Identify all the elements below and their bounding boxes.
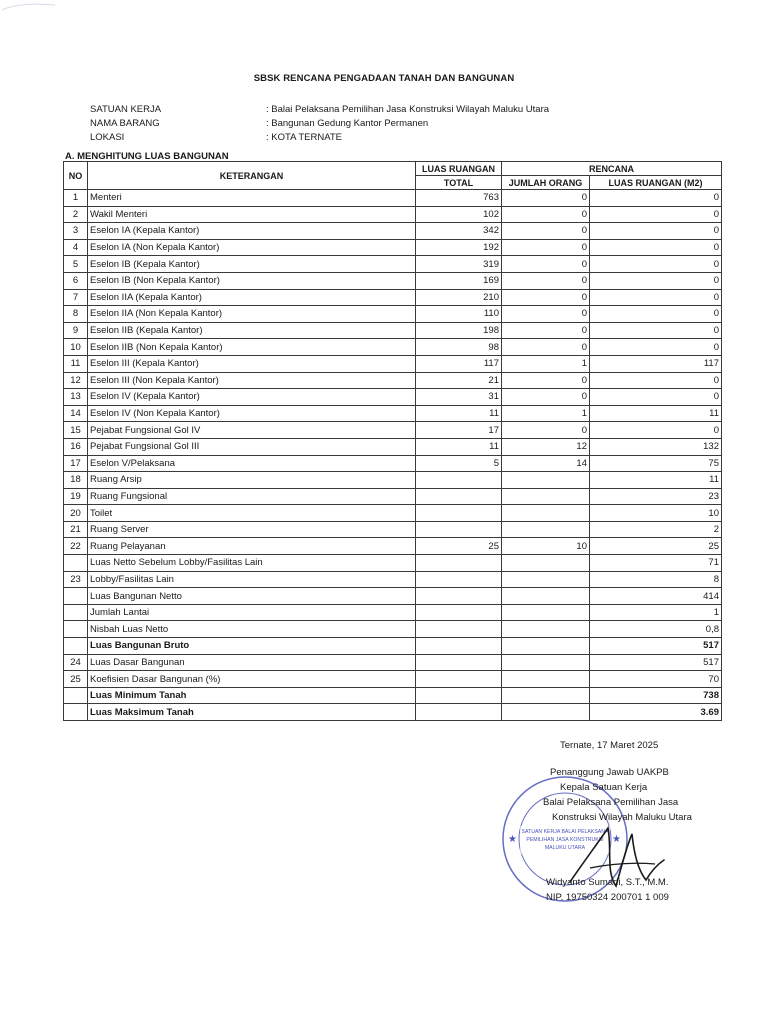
- cell-no: 2: [64, 206, 88, 223]
- cell-luas-m2: 11: [590, 405, 722, 422]
- cell-luas-total: 110: [416, 306, 502, 323]
- stamp-line: SATUAN KERJA BALAI PELAKSANA: [521, 829, 609, 835]
- header-luas-m2: LUAS RUANGAN (M2): [590, 176, 722, 190]
- cell-luas-total: 192: [416, 239, 502, 256]
- cell-keterangan: Eselon IV (Non Kepala Kantor): [88, 405, 416, 422]
- cell-luas-total: 11: [416, 438, 502, 455]
- cell-luas-m2: 0: [590, 206, 722, 223]
- handwritten-signature: [560, 820, 670, 895]
- cell-jumlah-orang: 0: [502, 422, 590, 439]
- table-row: [64, 339, 722, 356]
- cell-no: 23: [64, 571, 88, 588]
- scan-mark: [0, 0, 60, 15]
- signature-role: Balai Pelaksana Pemilihan Jasa: [543, 797, 679, 808]
- cell-keterangan: Luas Maksimum Tanah: [88, 704, 416, 721]
- cell-luas-m2: 25: [590, 538, 722, 555]
- table-row: [64, 472, 722, 489]
- table-row: [64, 588, 722, 605]
- meta-label: NAMA BARANG: [90, 118, 160, 129]
- cell-jumlah-orang: 0: [502, 256, 590, 273]
- table-row: [64, 521, 722, 538]
- cell-luas-total: 11: [416, 405, 502, 422]
- cell-luas-m2: 132: [590, 438, 722, 455]
- cell-no: 20: [64, 505, 88, 522]
- cell-jumlah-orang: 0: [502, 223, 590, 240]
- cell-keterangan: Ruang Server: [88, 521, 416, 538]
- table-row: [64, 405, 722, 422]
- signatory-nip: NIP. 19750324 200701 1 009: [546, 892, 669, 903]
- cell-jumlah-orang: [502, 488, 590, 505]
- header-luas-ruangan: LUAS RUANGAN: [416, 162, 502, 176]
- cell-luas-m2: 8: [590, 571, 722, 588]
- meta-value: : Balai Pelaksana Pemilihan Jasa Konstruksi Wilayah Maluku Utara: [266, 104, 550, 115]
- meta-label: SATUAN KERJA: [90, 104, 162, 115]
- svg-text:★: ★: [612, 834, 621, 845]
- table-row: [64, 190, 722, 207]
- cell-keterangan: Menteri: [88, 190, 416, 207]
- cell-luas-m2: 11: [590, 472, 722, 489]
- cell-keterangan: Eselon IB (Non Kepala Kantor): [88, 272, 416, 289]
- cell-luas-total: [416, 671, 502, 688]
- cell-luas-m2: 75: [590, 455, 722, 472]
- cell-no: 13: [64, 389, 88, 406]
- cell-luas-total: [416, 571, 502, 588]
- table-row: [64, 306, 722, 323]
- cell-keterangan: Eselon III (Non Kepala Kantor): [88, 372, 416, 389]
- table-row: [64, 289, 722, 306]
- cell-luas-m2: 0: [590, 372, 722, 389]
- table-row: [64, 638, 722, 655]
- cell-keterangan: Koefisien Dasar Bangunan (%): [88, 671, 416, 688]
- cell-no: 22: [64, 538, 88, 555]
- cell-keterangan: Eselon IIB (Non Kepala Kantor): [88, 339, 416, 356]
- cell-no: [64, 704, 88, 721]
- cell-luas-total: 102: [416, 206, 502, 223]
- cell-no: 21: [64, 521, 88, 538]
- cell-luas-m2: 117: [590, 355, 722, 372]
- cell-no: 6: [64, 272, 88, 289]
- cell-no: 25: [64, 671, 88, 688]
- cell-no: 15: [64, 422, 88, 439]
- cell-jumlah-orang: [502, 687, 590, 704]
- cell-no: 3: [64, 223, 88, 240]
- cell-luas-m2: 0: [590, 339, 722, 356]
- cell-luas-total: 31: [416, 389, 502, 406]
- cell-keterangan: Pejabat Fungsional Gol III: [88, 438, 416, 455]
- table-row: [64, 671, 722, 688]
- stamp-line: MALUKU UTARA: [544, 845, 586, 851]
- table-body: [64, 190, 722, 721]
- cell-jumlah-orang: 0: [502, 339, 590, 356]
- cell-luas-m2: 0: [590, 272, 722, 289]
- cell-luas-m2: 414: [590, 588, 722, 605]
- cell-keterangan: Nisbah Luas Netto: [88, 621, 416, 638]
- meta-row-lokasi: [90, 131, 549, 145]
- cell-keterangan: Pejabat Fungsional Gol IV: [88, 422, 416, 439]
- cell-keterangan: Ruang Arsip: [88, 472, 416, 489]
- cell-no: 1: [64, 190, 88, 207]
- meta-row-nama-barang: [90, 117, 549, 131]
- cell-no: 5: [64, 256, 88, 273]
- header-no: NO: [64, 162, 88, 190]
- cell-luas-m2: 70: [590, 671, 722, 688]
- cell-luas-total: [416, 472, 502, 489]
- cell-jumlah-orang: [502, 638, 590, 655]
- cell-luas-m2: 71: [590, 555, 722, 572]
- cell-no: 4: [64, 239, 88, 256]
- table-row: [64, 355, 722, 372]
- table-row: [64, 604, 722, 621]
- cell-luas-total: [416, 604, 502, 621]
- signature-date: Ternate, 17 Maret 2025: [560, 740, 659, 751]
- table-row: [64, 654, 722, 671]
- cell-no: [64, 555, 88, 572]
- cell-jumlah-orang: 12: [502, 438, 590, 455]
- table-row: [64, 538, 722, 555]
- header-keterangan: KETERANGAN: [88, 162, 416, 190]
- cell-luas-m2: 517: [590, 654, 722, 671]
- cell-no: [64, 621, 88, 638]
- cell-no: 9: [64, 322, 88, 339]
- cell-luas-total: [416, 555, 502, 572]
- signature-role: Konstruksi Wilayah Maluku Utara: [552, 812, 692, 823]
- meta-block: [90, 103, 549, 145]
- cell-jumlah-orang: [502, 555, 590, 572]
- cell-luas-m2: 0: [590, 239, 722, 256]
- meta-value: : KOTA TERNATE: [266, 132, 343, 143]
- cell-keterangan: Ruang Pelayanan: [88, 538, 416, 555]
- cell-jumlah-orang: [502, 505, 590, 522]
- table-row: [64, 389, 722, 406]
- cell-luas-m2: 0: [590, 422, 722, 439]
- cell-keterangan: Jumlah Lantai: [88, 604, 416, 621]
- section-title: A. MENGHITUNG LUAS BANGUNAN: [65, 151, 229, 162]
- table-row: [64, 322, 722, 339]
- header-jumlah-orang: JUMLAH ORANG: [502, 176, 590, 190]
- cell-jumlah-orang: [502, 704, 590, 721]
- table-row: [64, 256, 722, 273]
- cell-luas-total: 763: [416, 190, 502, 207]
- meta-label: LOKASI: [90, 132, 125, 143]
- table-row: [64, 571, 722, 588]
- cell-luas-total: [416, 704, 502, 721]
- cell-jumlah-orang: [502, 604, 590, 621]
- cell-luas-total: 21: [416, 372, 502, 389]
- cell-luas-total: 169: [416, 272, 502, 289]
- cell-jumlah-orang: 0: [502, 306, 590, 323]
- table-row: [64, 505, 722, 522]
- cell-keterangan: Eselon IB (Kepala Kantor): [88, 256, 416, 273]
- cell-luas-total: 319: [416, 256, 502, 273]
- cell-luas-m2: 1: [590, 604, 722, 621]
- cell-keterangan: Luas Bangunan Bruto: [88, 638, 416, 655]
- document-title: SBSK RENCANA PENGADAAN TANAH DAN BANGUNAN: [253, 73, 515, 84]
- cell-keterangan: Eselon IV (Kepala Kantor): [88, 389, 416, 406]
- cell-luas-total: 25: [416, 538, 502, 555]
- cell-jumlah-orang: 0: [502, 289, 590, 306]
- cell-keterangan: Lobby/Fasilitas Lain: [88, 571, 416, 588]
- cell-luas-total: 210: [416, 289, 502, 306]
- cell-luas-total: [416, 638, 502, 655]
- luas-bangunan-table: [63, 161, 722, 721]
- table-row: [64, 555, 722, 572]
- cell-keterangan: Eselon III (Kepala Kantor): [88, 355, 416, 372]
- cell-no: [64, 687, 88, 704]
- cell-jumlah-orang: 14: [502, 455, 590, 472]
- cell-luas-total: [416, 654, 502, 671]
- cell-jumlah-orang: [502, 571, 590, 588]
- signature-role: Kepala Satuan Kerja: [560, 782, 648, 793]
- table-header-row: [64, 162, 722, 176]
- cell-keterangan: Eselon IA (Non Kepala Kantor): [88, 239, 416, 256]
- svg-text:★: ★: [508, 834, 517, 845]
- cell-keterangan: Eselon V/Pelaksana: [88, 455, 416, 472]
- cell-keterangan: Ruang Fungsional: [88, 488, 416, 505]
- table-row: [64, 272, 722, 289]
- cell-keterangan: Luas Bangunan Netto: [88, 588, 416, 605]
- cell-luas-total: [416, 505, 502, 522]
- cell-keterangan: Luas Dasar Bangunan: [88, 654, 416, 671]
- cell-no: 12: [64, 372, 88, 389]
- cell-jumlah-orang: [502, 654, 590, 671]
- table-row: [64, 687, 722, 704]
- cell-jumlah-orang: [502, 521, 590, 538]
- stamp-line: PEMILIHAN JASA KONSTRUKSI: [526, 837, 604, 843]
- cell-jumlah-orang: [502, 621, 590, 638]
- cell-luas-m2: 10: [590, 505, 722, 522]
- table-row: [64, 206, 722, 223]
- cell-luas-m2: 3.69: [590, 704, 722, 721]
- cell-jumlah-orang: 0: [502, 206, 590, 223]
- cell-luas-total: [416, 588, 502, 605]
- cell-no: [64, 604, 88, 621]
- cell-keterangan: Eselon IIA (Kepala Kantor): [88, 289, 416, 306]
- cell-jumlah-orang: 0: [502, 389, 590, 406]
- cell-luas-m2: 2: [590, 521, 722, 538]
- cell-keterangan: Eselon IA (Kepala Kantor): [88, 223, 416, 240]
- meta-value: : Bangunan Gedung Kantor Permanen: [266, 118, 429, 129]
- cell-no: 18: [64, 472, 88, 489]
- cell-luas-total: 5: [416, 455, 502, 472]
- cell-jumlah-orang: 0: [502, 272, 590, 289]
- cell-luas-m2: 23: [590, 488, 722, 505]
- cell-jumlah-orang: 0: [502, 190, 590, 207]
- cell-keterangan: Luas Minimum Tanah: [88, 687, 416, 704]
- cell-keterangan: Eselon IIB (Kepala Kantor): [88, 322, 416, 339]
- table-row: [64, 621, 722, 638]
- table-row: [64, 488, 722, 505]
- cell-no: 24: [64, 654, 88, 671]
- cell-jumlah-orang: 0: [502, 239, 590, 256]
- cell-no: 10: [64, 339, 88, 356]
- cell-keterangan: Toilet: [88, 505, 416, 522]
- cell-luas-total: [416, 687, 502, 704]
- cell-jumlah-orang: [502, 588, 590, 605]
- cell-luas-total: 117: [416, 355, 502, 372]
- table-row: [64, 704, 722, 721]
- cell-no: 17: [64, 455, 88, 472]
- cell-jumlah-orang: 0: [502, 322, 590, 339]
- cell-jumlah-orang: 10: [502, 538, 590, 555]
- signature-role: Penanggung Jawab UAKPB: [550, 767, 669, 778]
- cell-no: 14: [64, 405, 88, 422]
- table-row: [64, 372, 722, 389]
- cell-luas-total: [416, 488, 502, 505]
- cell-keterangan: Wakil Menteri: [88, 206, 416, 223]
- cell-luas-m2: 517: [590, 638, 722, 655]
- cell-jumlah-orang: 1: [502, 405, 590, 422]
- cell-luas-m2: 0: [590, 306, 722, 323]
- cell-luas-m2: 0: [590, 223, 722, 240]
- cell-luas-total: [416, 621, 502, 638]
- cell-no: 19: [64, 488, 88, 505]
- cell-luas-m2: 738: [590, 687, 722, 704]
- table-row: [64, 239, 722, 256]
- cell-luas-total: 342: [416, 223, 502, 240]
- table-row: [64, 438, 722, 455]
- cell-no: 11: [64, 355, 88, 372]
- cell-luas-m2: 0: [590, 322, 722, 339]
- table-row: [64, 455, 722, 472]
- cell-jumlah-orang: [502, 671, 590, 688]
- cell-jumlah-orang: 1: [502, 355, 590, 372]
- cell-jumlah-orang: [502, 472, 590, 489]
- meta-row-satuan-kerja: [90, 103, 549, 117]
- cell-luas-total: 198: [416, 322, 502, 339]
- cell-luas-m2: 0: [590, 289, 722, 306]
- cell-luas-m2: 0: [590, 389, 722, 406]
- header-rencana: RENCANA: [502, 162, 722, 176]
- table-row: [64, 223, 722, 240]
- cell-luas-total: 98: [416, 339, 502, 356]
- table-row: [64, 422, 722, 439]
- signatory-name: Widyanto Sumadi, S.T., M.M.: [546, 877, 669, 888]
- cell-no: 16: [64, 438, 88, 455]
- cell-luas-m2: 0: [590, 256, 722, 273]
- cell-luas-total: 17: [416, 422, 502, 439]
- cell-jumlah-orang: 0: [502, 372, 590, 389]
- cell-luas-m2: 0,8: [590, 621, 722, 638]
- header-total: TOTAL: [416, 176, 502, 190]
- cell-no: 8: [64, 306, 88, 323]
- cell-no: 7: [64, 289, 88, 306]
- cell-luas-total: [416, 521, 502, 538]
- cell-keterangan: Eselon IIA (Non Kepala Kantor): [88, 306, 416, 323]
- cell-keterangan: Luas Netto Sebelum Lobby/Fasilitas Lain: [88, 555, 416, 572]
- cell-no: [64, 588, 88, 605]
- cell-luas-m2: 0: [590, 190, 722, 207]
- cell-no: [64, 638, 88, 655]
